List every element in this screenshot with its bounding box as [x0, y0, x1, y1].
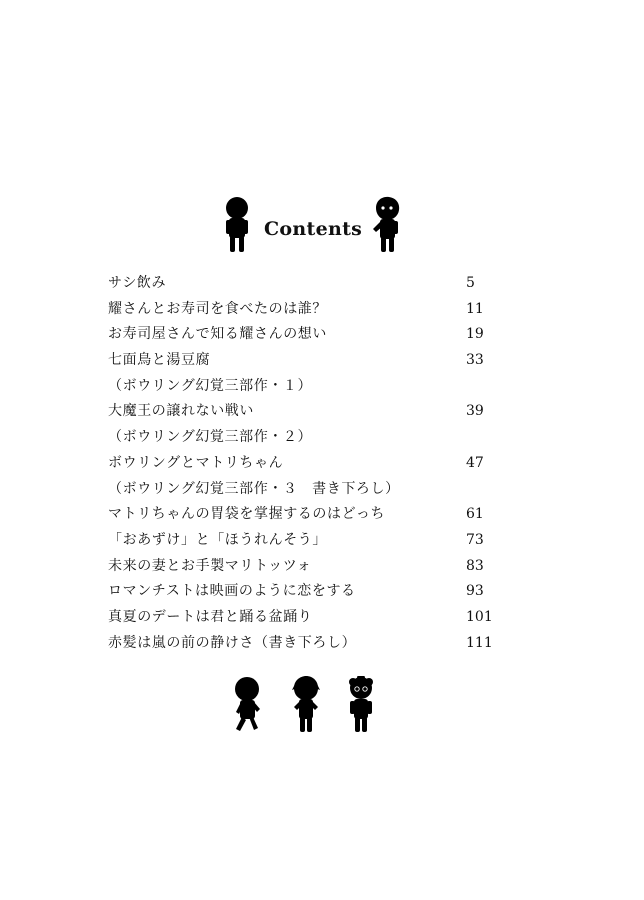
toc-entry-title: 「おあずけ」と「ほうれんそう」 — [108, 531, 327, 548]
toc-entry-title: お寿司屋さんで知る耀さんの想い — [108, 326, 327, 343]
toc-entry-title: 大魔王の譲れない戦い — [108, 403, 254, 420]
toc-entry-title: （ボウリング幻覚三部作・１） — [108, 377, 313, 394]
toc-entry-title: 真夏のデートは君と踊る盆踊り — [108, 608, 313, 625]
toc-entry-title: 耀さんとお寿司を食べたのは誰？ — [108, 300, 327, 317]
table-of-contents — [108, 271, 508, 656]
toc-entry-page: 61 — [466, 506, 484, 523]
toc-entry[interactable] — [108, 605, 508, 631]
toc-entry-subtitle — [108, 425, 508, 451]
toc-entry-page: 83 — [466, 557, 484, 574]
toc-entry[interactable] — [108, 348, 508, 374]
toc-entry-title: （ボウリング幻覚三部作・２） — [108, 429, 313, 446]
contents-header — [210, 192, 410, 254]
chibi-silhouette-standing-icon — [290, 676, 322, 738]
toc-entry-page: 47 — [466, 454, 484, 471]
toc-entry[interactable] — [108, 322, 508, 348]
chibi-silhouette-walking-icon — [230, 676, 264, 738]
toc-entry[interactable] — [108, 631, 508, 657]
toc-entry-page: 101 — [466, 608, 493, 625]
toc-entry-title: マトリちゃんの胃袋を掌握するのはどっち — [108, 506, 386, 523]
toc-entry[interactable] — [108, 554, 508, 580]
toc-entry-subtitle — [108, 374, 508, 400]
toc-entry-page: 11 — [466, 300, 484, 317]
chibi-silhouette-icon — [222, 196, 252, 258]
toc-entry-page: 111 — [466, 634, 493, 651]
toc-entry-title: 七面鳥と湯豆腐 — [108, 352, 211, 369]
toc-entry-page: 33 — [466, 352, 484, 369]
toc-entry-title: ロマンチストは映画のように恋をする — [108, 583, 356, 600]
toc-entry-title: （ボウリング幻覚三部作・３ 書き下ろし） — [108, 480, 400, 497]
toc-entry-title: 未来の妻とお手製マリトッツォ — [108, 557, 312, 574]
toc-entry-title: サシ飲み — [108, 275, 167, 291]
footer-decoration — [226, 676, 386, 736]
toc-entry-page: 93 — [466, 583, 484, 600]
toc-entry-page: 39 — [466, 403, 484, 420]
toc-entry[interactable] — [108, 399, 508, 425]
toc-entry-page: 73 — [466, 531, 484, 548]
chibi-silhouette-waving-icon — [370, 196, 404, 258]
chibi-silhouette-curly-hair-icon — [346, 676, 376, 738]
toc-entry[interactable] — [108, 451, 508, 477]
toc-entry[interactable] — [108, 502, 508, 528]
toc-entry-page: 19 — [466, 326, 484, 343]
page-title: Contents — [264, 218, 363, 240]
toc-entry-title: 赤髪は嵐の前の静けさ（書き下ろし） — [108, 634, 357, 651]
toc-entry[interactable] — [108, 297, 508, 323]
toc-entry-subtitle — [108, 477, 508, 503]
toc-entry-page: 5 — [466, 275, 475, 291]
toc-entry[interactable] — [108, 528, 508, 554]
toc-entry[interactable] — [108, 271, 508, 297]
toc-entry[interactable] — [108, 579, 508, 605]
toc-entry-title: ボウリングとマトリちゃん — [108, 454, 284, 471]
